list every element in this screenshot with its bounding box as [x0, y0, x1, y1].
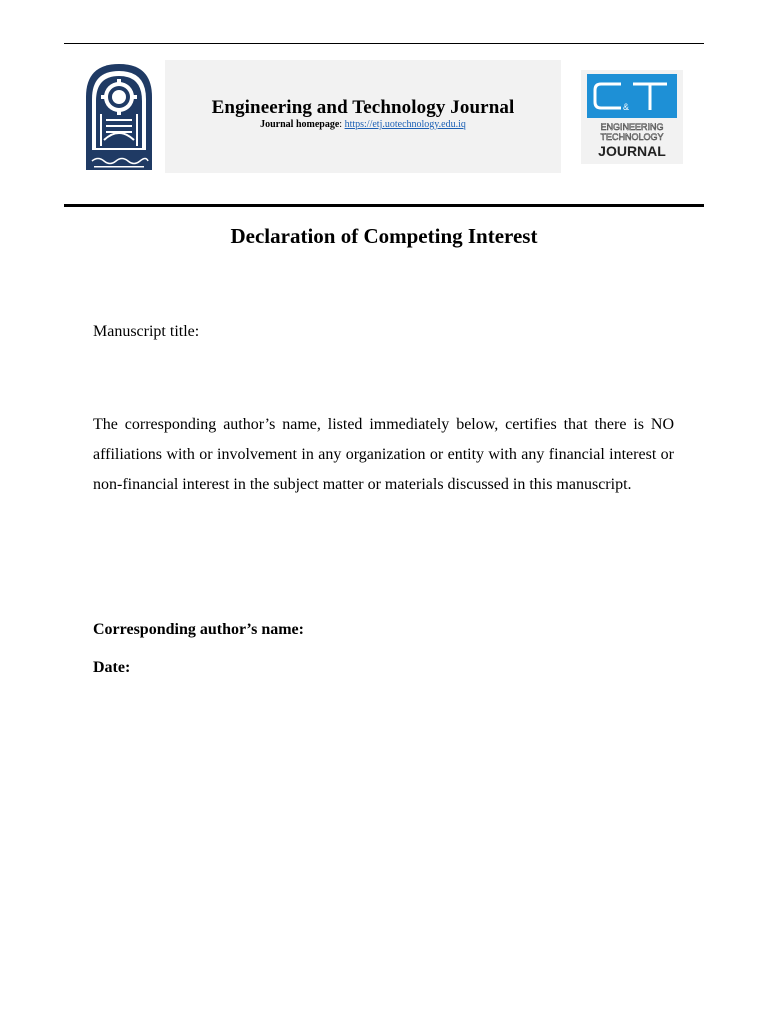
university-emblem-icon	[84, 62, 154, 172]
corresponding-author-label: Corresponding author’s name:	[93, 621, 304, 638]
homepage-line: Journal homepage: https://etj.uotechnology.edu.iq	[260, 119, 466, 130]
top-rule	[64, 43, 704, 44]
etj-logo-text-1: ENGINEERING	[600, 122, 664, 132]
page-title: Declaration of Competing Interest	[230, 224, 538, 248]
homepage-link[interactable]: https://etj.uotechnology.edu.iq	[344, 119, 466, 130]
journal-header-box	[165, 60, 561, 173]
date-label: Date:	[93, 659, 131, 676]
etj-logo-text-3: JOURNAL	[598, 143, 666, 159]
header-divider	[64, 204, 704, 207]
svg-text:&: &	[623, 102, 630, 112]
journal-name: Engineering and Technology Journal	[211, 97, 515, 118]
et-journal-logo-icon	[581, 70, 683, 164]
etj-logo-text-2: TECHNOLOGY	[600, 132, 664, 142]
manuscript-title-label: Manuscript title:	[93, 323, 200, 340]
homepage-label: Journal homepage	[260, 119, 340, 130]
declaration-body: The corresponding author’s name, listed immediately below, certifies that there is NO affiliations with or involvement in any organization or entity with any financial interest or non-financial interest in the subject matter or materials discussed in this manuscript.	[93, 416, 674, 493]
